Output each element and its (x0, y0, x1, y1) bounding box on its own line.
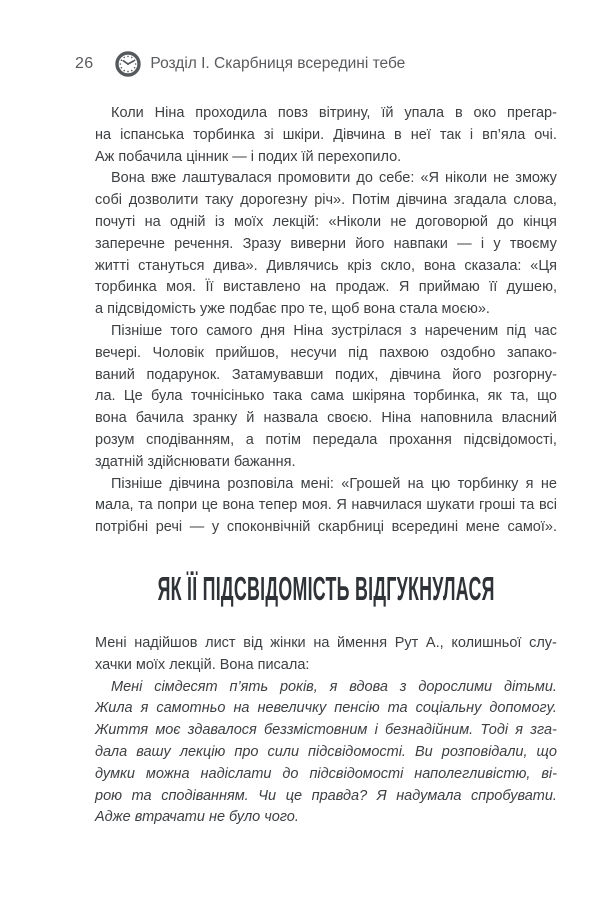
text-line: мала, та попри це вона тепер моя. Я навчилася шукати гроші та всі (95, 497, 557, 514)
text-line: вона бачила зранку й назвала своєю. Ніна наповнила власний (95, 410, 557, 427)
text-line: потрібні речі — у споконвічній скарбниці всередині мене самої». (95, 519, 557, 536)
paragraph (95, 474, 557, 539)
page-header (75, 50, 405, 77)
text-line: хачки моїх лекцій. Вона писала: (95, 656, 310, 673)
text-line: ла. Це була точнісінько така сама шкіряна торбинка, як та, що (95, 388, 557, 405)
paragraph (95, 168, 557, 321)
section-heading-text: ЯК ЇЇ ПІДСВІДОМІСТЬ ВІДГУКНУЛАСЯ (157, 569, 495, 607)
text-line: Коли Ніна проходила повз вітрину, їй упала в око прегар- (111, 105, 557, 121)
text-line: Мені сімдесят п’ять років, я вдова з дорослими дітьми. (111, 678, 557, 695)
text-line: житті стануться дива». Дивлячись кріз скло, вона сказала: «Ця (95, 257, 557, 274)
intro-section (95, 103, 557, 539)
text-line: Пізніше того самого дня Ніна зустрілася з нареченим під час (111, 322, 557, 339)
text-column (95, 103, 557, 829)
text-line: Адже втрачати не було чого. (95, 809, 299, 826)
text-line: Аж побачила цінник — і подих їй перехопило. (95, 148, 402, 165)
letter-section (95, 633, 557, 829)
text-line: Мені надійшов лист від жінки на ймення Рут А., колишньої слу- (95, 634, 557, 651)
text-line: заперечне речення. Зразу виверни його навпаки — і у твоєму (95, 235, 557, 252)
text-line: дала вашу лекцію про сили підсвідомості. Ви розповідали, що (95, 743, 557, 760)
text-line: Жила я самотньо на невеличку пенсію та соціальну допомогу. (95, 700, 557, 717)
page-number: 26 (75, 54, 94, 72)
text-line: собі дозволити таку дорогезну річ». Потім дівчина згадала слова, (95, 192, 557, 209)
text-line: Життя моє здавалося беззмістовним і безнадійним. Тоді я зга- (95, 722, 557, 739)
text-line: розум сподіванням, а потім передала прохання підсвідомості, (95, 431, 557, 448)
text-line: почуті на одній із моїх лекцій: «Ніколи не договорюй до кінця (95, 213, 557, 230)
text-line: здатній здійснювати бажання. (95, 453, 296, 470)
text-line: вечері. Чоловік прийшов, несучи під пахвою оздобно запако- (95, 344, 557, 361)
text-line: ваний подарунок. Затамувавши подих, дівчина його розгорну- (95, 366, 557, 383)
text-line: торбинка моя. Її виставлено на продаж. Я приймаю її душею, (95, 279, 557, 296)
paragraph (95, 321, 557, 474)
clock-icon (115, 51, 141, 77)
text-line: а підсвідомість уже подбає про те, щоб вона стала моєю». (95, 301, 490, 318)
paragraph (95, 633, 557, 677)
chapter-title: Розділ І. Скарбниця всередині тебе (150, 54, 406, 72)
section-heading (95, 569, 557, 609)
paragraph (95, 677, 557, 830)
text-line: рою та сподіванням. Чи це правда? Я надумала спробувати. (95, 787, 557, 804)
text-line: Пізніше дівчина розповіла мені: «Грошей на цю торбинку я не (111, 475, 557, 492)
paragraph (95, 103, 557, 168)
text-line: Вона вже лаштувалася промовити до себе: «Я ніколи не зможу (111, 170, 557, 187)
text-line: думки можна надіслати до підсвідомості наполегливістю, ві- (95, 765, 557, 782)
text-line: на іспанська торбинка зі шкіри. Дівчина в неї так і вп’яла очі. (95, 126, 557, 143)
